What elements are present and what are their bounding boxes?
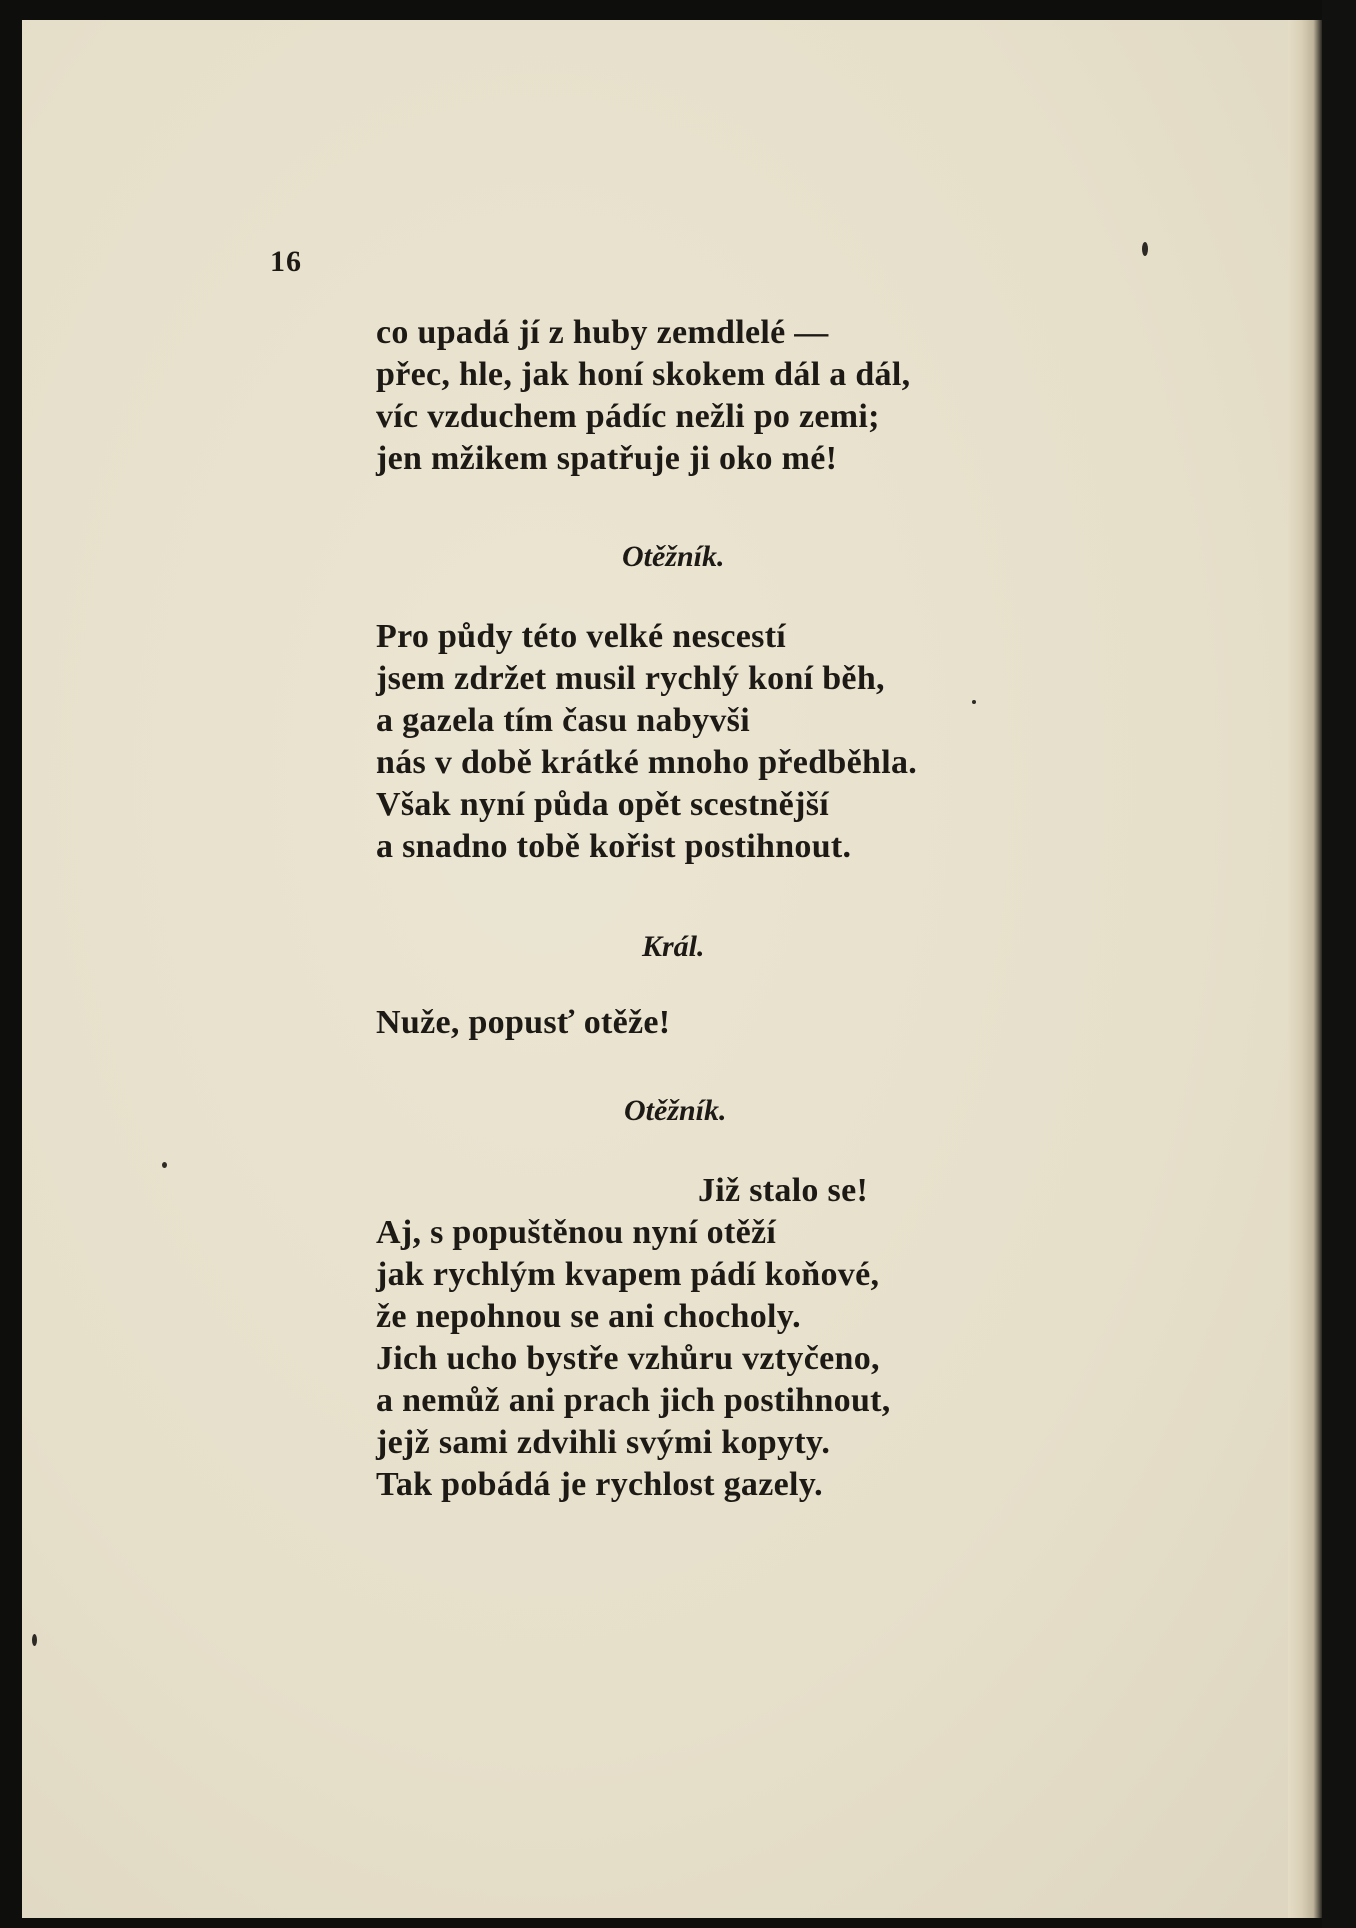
page-number: 16	[270, 245, 302, 278]
ink-speck	[972, 700, 976, 704]
verse-line: co upadá jí z huby zemdlelé —	[376, 314, 829, 351]
stanza-3	[376, 1002, 670, 1044]
verse-line: a nemůž ani prach jich postihnout,	[376, 1382, 891, 1419]
verse-line: a snadno tobě kořist postihnout.	[376, 828, 852, 865]
scan-edge	[1322, 0, 1356, 1928]
verse-line: Však nyní půda opět scestnější	[376, 786, 829, 823]
verse-line: jejž sami zdvihli svými kopyty.	[376, 1424, 831, 1461]
ink-speck	[1142, 242, 1148, 256]
ink-speck	[32, 1634, 37, 1646]
verse-line: nás v době krátké mnoho předběhla.	[376, 744, 918, 781]
verse-line: Jich ucho bystře vzhůru vztyčeno,	[376, 1340, 880, 1377]
stanza-1	[376, 312, 910, 480]
page-gutter-shadow	[1288, 20, 1322, 1918]
book-page	[22, 20, 1322, 1918]
verse-line: jen mžikem spatřuje ji oko mé!	[376, 440, 838, 477]
speaker-otezink-2: Otěžník.	[624, 1094, 727, 1127]
verse-line: Již stalo se!	[698, 1172, 869, 1209]
verse-line: Nuže, popusť otěže!	[376, 1004, 671, 1041]
verse-line: Tak pobádá je rychlost gazely.	[376, 1466, 823, 1503]
verse-line: jsem zdržet musil rychlý koní běh,	[376, 660, 885, 697]
ink-speck	[162, 1162, 167, 1168]
speaker-kral: Král.	[642, 930, 705, 963]
verse-line: že nepohnou se ani chocholy.	[376, 1298, 801, 1335]
stanza-2	[376, 616, 917, 868]
stanza-4	[376, 1170, 891, 1506]
speaker-oteznik: Otěžník.	[622, 540, 725, 573]
verse-line: přec, hle, jak honí skokem dál a dál,	[376, 356, 911, 393]
verse-line: a gazela tím času nabyvši	[376, 702, 750, 739]
verse-line: Aj, s popuštěnou nyní otěží	[376, 1214, 777, 1251]
verse-line: víc vzduchem pádíc nežli po zemi;	[376, 398, 880, 435]
verse-line: Pro půdy této velké nescestí	[376, 618, 787, 655]
verse-line: jak rychlým kvapem pádí koňové,	[376, 1256, 880, 1293]
